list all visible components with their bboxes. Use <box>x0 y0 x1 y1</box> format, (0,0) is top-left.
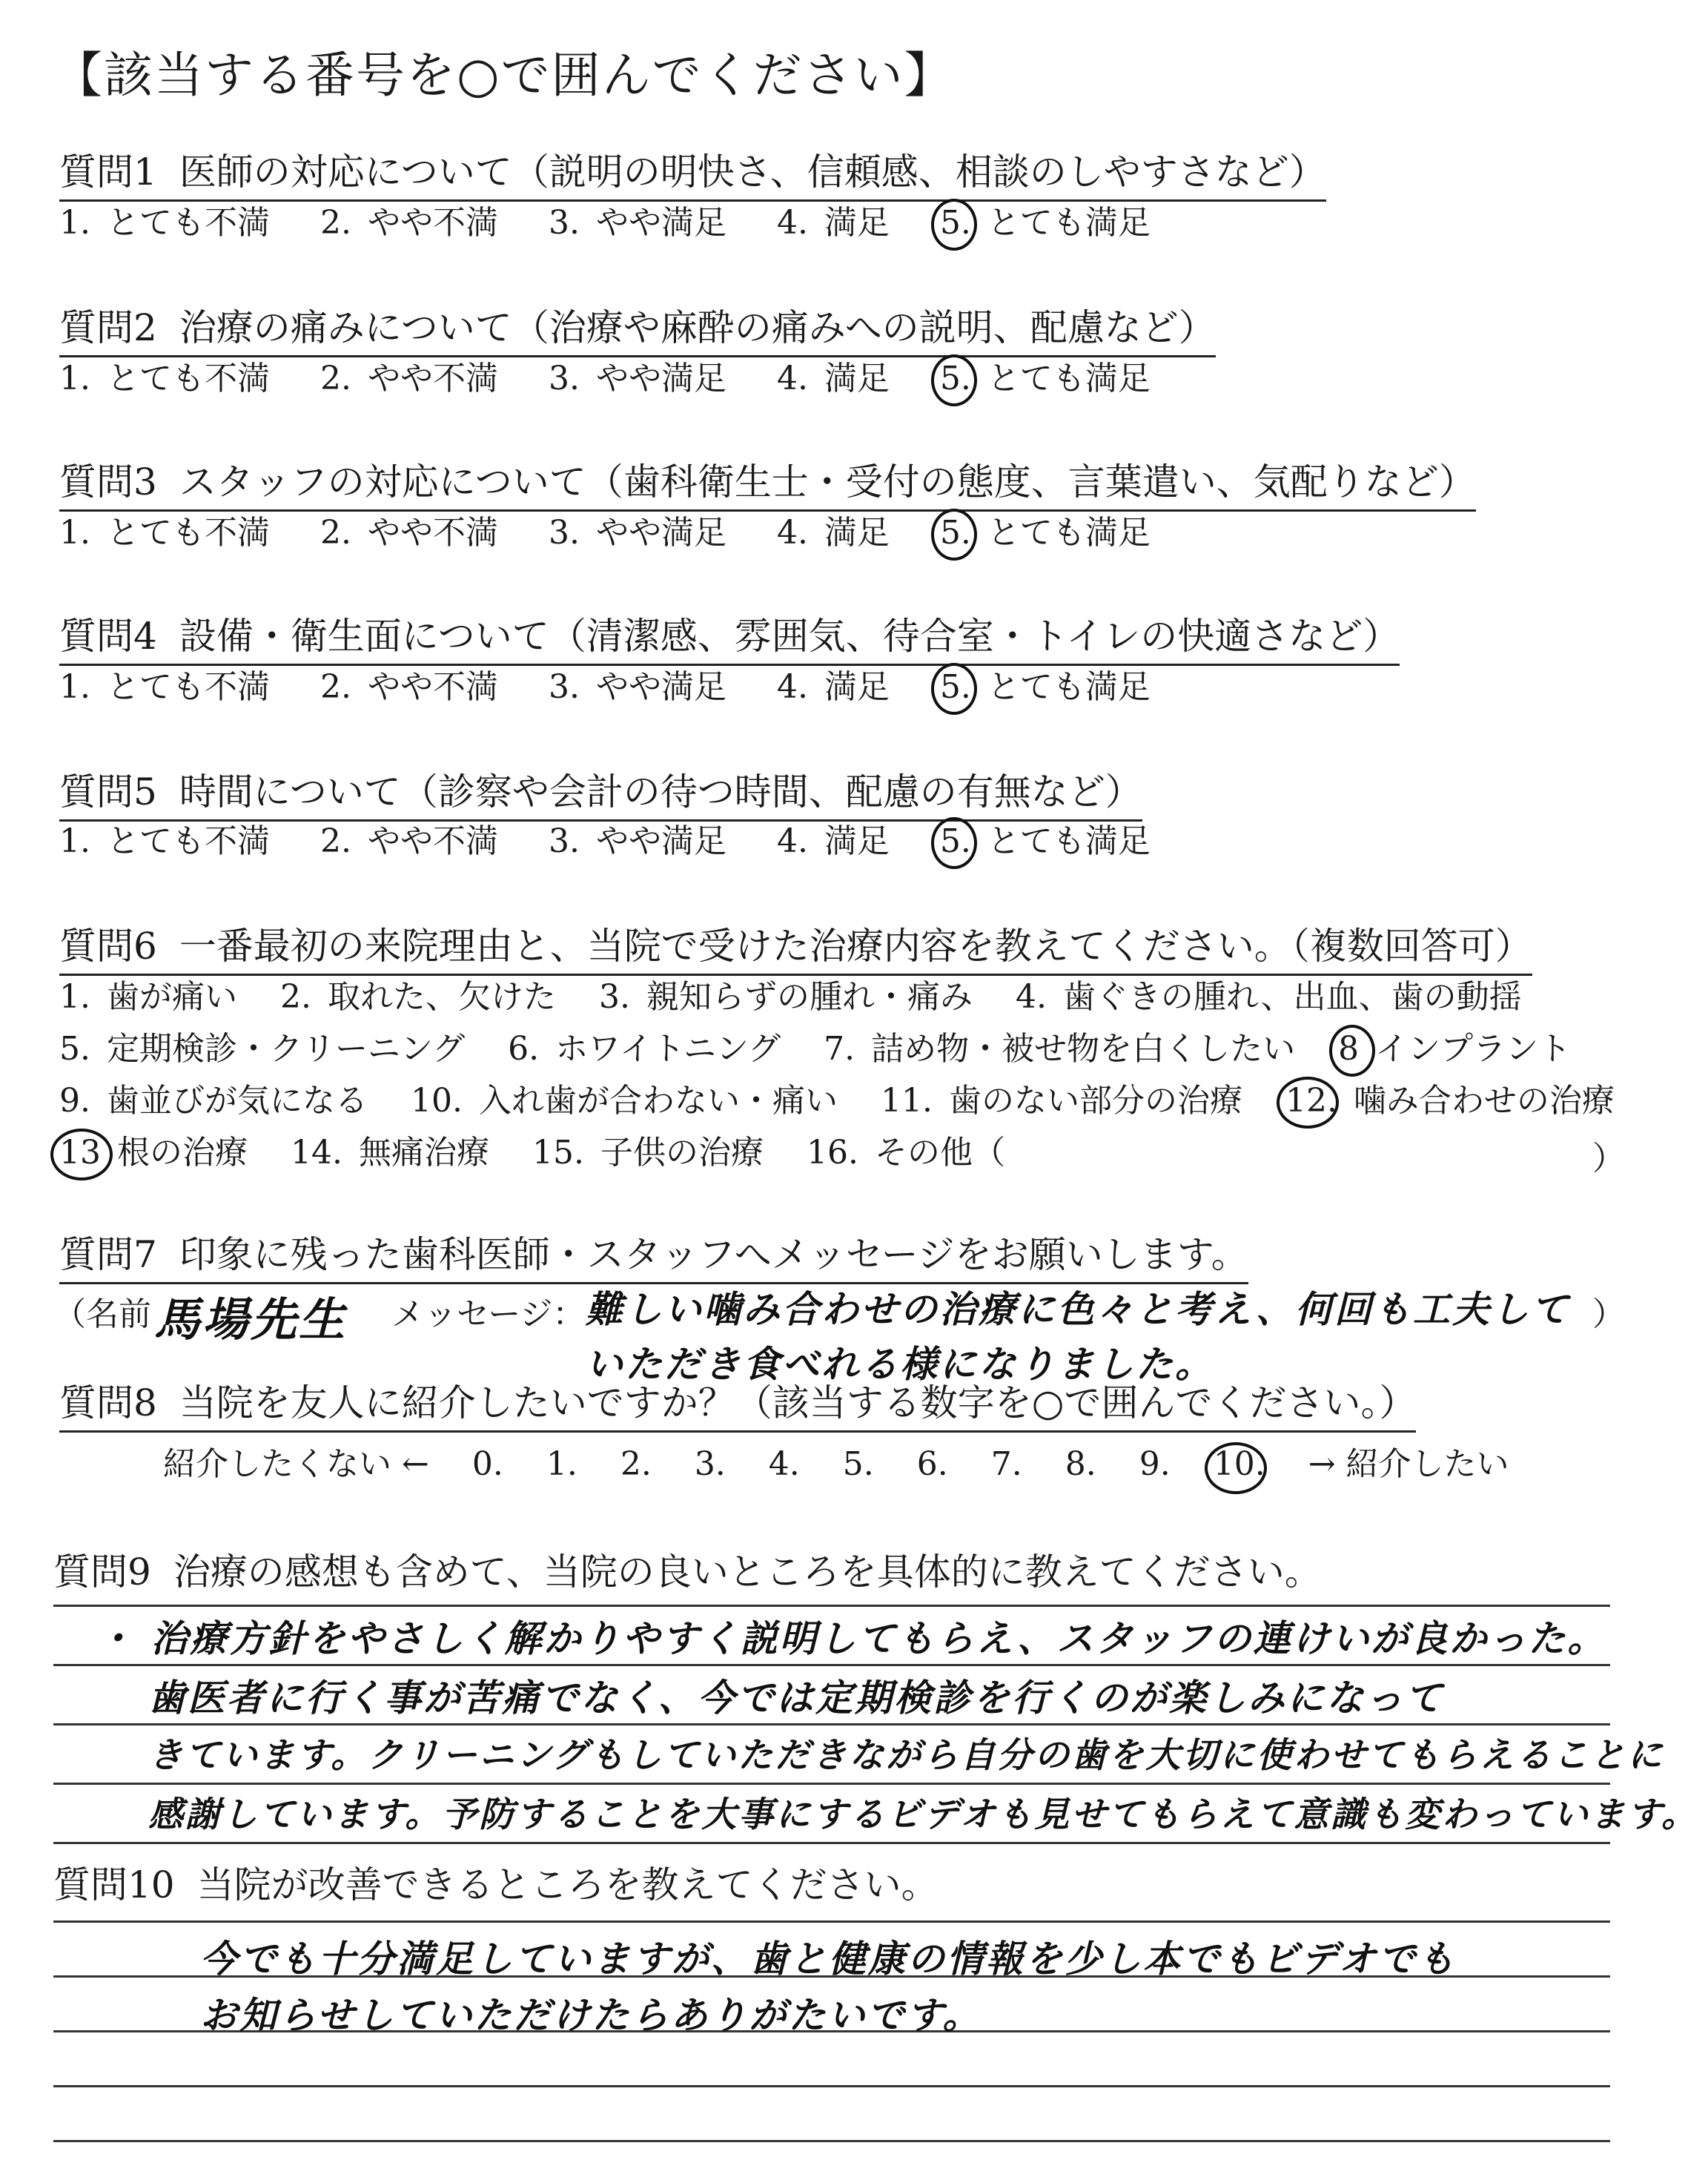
question-text: 当院を友人に紹介したいですか？（該当する数字を○で囲んでください。） <box>179 1381 1417 1424</box>
question-6-title <box>59 922 1532 976</box>
answer-rule <box>53 1842 1610 1844</box>
message-label: メッセージ： <box>391 1295 586 1333</box>
option-number[interactable]: 7. <box>824 1030 855 1068</box>
option-label: 満足 <box>824 668 890 706</box>
option-number[interactable]: 4. <box>776 822 808 860</box>
question-text: 印象に残った歯科医師・スタッフへメッセージをお願いします。 <box>179 1233 1248 1276</box>
option-label: とても満足 <box>987 514 1151 552</box>
question-number: 質問4 <box>59 615 157 658</box>
option-label: 詰め物・被せ物を白くしたい <box>871 1030 1296 1068</box>
option-number[interactable]: 2. <box>320 514 351 552</box>
question-6-row-1 <box>59 976 1555 1018</box>
option-label: 満足 <box>824 204 890 242</box>
message-line-2[interactable]: いただき食べれる様になりました。 <box>586 1343 1214 1386</box>
recommend-left-label: 紹介したくない ← <box>163 1445 429 1483</box>
option-number-selected[interactable]: 5. <box>939 204 971 242</box>
option-number[interactable]: 1. <box>59 360 90 397</box>
option-label: やや不満 <box>367 514 498 552</box>
option-label: 子供の治療 <box>600 1134 764 1172</box>
question-9-title <box>53 1542 1322 1596</box>
page-title: 【該当する番号を○で囲んでください】 <box>53 47 955 104</box>
option-label: 歯のない部分の治療 <box>948 1082 1242 1120</box>
option-label: やや不満 <box>367 204 498 242</box>
recommend-number[interactable]: 8. <box>1065 1445 1096 1483</box>
question-1-scale <box>59 202 1191 244</box>
option-label: 取れた、欠けた <box>327 978 556 1016</box>
option-number[interactable]: 1. <box>59 668 90 706</box>
question-5-title <box>59 768 1142 822</box>
option-number-selected[interactable]: 13 <box>59 1134 101 1172</box>
option-number-selected[interactable]: 5. <box>939 514 971 552</box>
option-label: 入れ歯が合わない・痛い <box>478 1082 838 1120</box>
option-label: その他（ <box>874 1134 1005 1172</box>
question-4-scale <box>59 666 1191 708</box>
option-number-selected[interactable]: 5. <box>939 822 971 860</box>
question-number: 質問5 <box>59 770 157 813</box>
answer-rule <box>53 1920 1610 1923</box>
answer-rule <box>53 2140 1610 2142</box>
option-number[interactable]: 11. <box>880 1082 933 1120</box>
option-number[interactable]: 2. <box>279 978 311 1016</box>
question-text: 時間について（診察や会計の待つ時間、配慮の有無など） <box>179 770 1142 813</box>
message-close-paren: ） <box>1592 1295 1625 1333</box>
option-number[interactable]: 9. <box>59 1082 90 1120</box>
option-label: とても不満 <box>106 668 270 706</box>
question-3-scale <box>59 512 1191 554</box>
answer-rule <box>53 1723 1610 1725</box>
option-label: 根の治療 <box>117 1134 248 1172</box>
question-text: 一番最初の来院理由と、当院で受けた治療内容を教えてください。（複数回答可） <box>179 925 1532 968</box>
recommend-number-selected[interactable]: 10. <box>1213 1445 1265 1483</box>
q9-answer-line-2[interactable]: 歯医者に行く事が苦痛でなく、今では定期検診を行くのが楽しみになって <box>148 1677 1444 1720</box>
recommend-number[interactable]: 4. <box>768 1445 800 1483</box>
option-label: ホワイトニング <box>555 1030 781 1068</box>
question-6-row-4 <box>59 1132 1038 1174</box>
option-label: 定期検診・クリーニング <box>106 1030 466 1068</box>
question-number: 質問6 <box>59 925 157 968</box>
question-text: 医師の対応について（説明の明快さ、信頼感、相談のしやすさなど） <box>179 151 1326 194</box>
question-5-scale <box>59 820 1191 862</box>
recommend-right-label: → 紹介したい <box>1308 1445 1509 1483</box>
question-number: 質問7 <box>59 1233 157 1276</box>
option-label: やや不満 <box>367 360 498 397</box>
answer-rule <box>53 1605 1610 1607</box>
q9-answer-line-4[interactable]: 感謝しています。予防することを大事にするビデオも見せてもらえて意識も変わっています。 <box>148 1794 1699 1835</box>
option-number[interactable]: 5. <box>59 1030 90 1068</box>
question-10-title <box>53 1855 939 1909</box>
option-label: やや満足 <box>595 204 726 242</box>
option-number[interactable]: 2. <box>320 668 351 706</box>
answer-rule <box>53 2085 1610 2087</box>
option-label: 歯並びが気になる <box>106 1082 368 1120</box>
other-close-paren: ） <box>1592 1140 1625 1178</box>
option-number[interactable]: 14. <box>291 1134 342 1172</box>
option-number[interactable]: 4. <box>776 204 808 242</box>
option-label: 無痛治療 <box>358 1134 489 1172</box>
option-number[interactable]: 3. <box>548 668 580 706</box>
q10-answer-line-1[interactable]: 今でも十分満足していますが、歯と健康の情報を少し本でもビデオでも <box>200 1938 1457 1981</box>
q9-answer-line-3[interactable]: きています。クリーニングもしていただきながら自分の歯を大切に使わせてもらえることに <box>148 1735 1665 1776</box>
question-number: 質問10 <box>53 1863 175 1906</box>
option-number[interactable]: 2. <box>320 204 351 242</box>
option-label: 満足 <box>824 514 890 552</box>
option-number[interactable]: 1. <box>59 204 90 242</box>
option-number[interactable]: 4. <box>776 668 808 706</box>
option-number-selected[interactable]: 5. <box>939 668 971 706</box>
option-number[interactable]: 4. <box>776 360 808 397</box>
option-label: とても満足 <box>987 360 1151 397</box>
option-label: とても満足 <box>987 822 1151 860</box>
question-text: 当院が改善できるところを教えてください。 <box>196 1863 939 1906</box>
option-number[interactable]: 10. <box>410 1082 463 1120</box>
option-label: やや満足 <box>595 822 726 860</box>
question-1-title <box>59 148 1326 202</box>
question-text: スタッフの対応について（歯科衛生士・受付の態度、言葉遣い、気配りなど） <box>179 460 1476 503</box>
answer-rule <box>53 1783 1610 1785</box>
option-number[interactable]: 2. <box>320 822 351 860</box>
question-text: 設備・衛生面について（清潔感、雰囲気、待合室・トイレの快適さなど） <box>179 615 1400 658</box>
recommend-number[interactable]: 9. <box>1139 1445 1171 1483</box>
recommend-number[interactable]: 1. <box>546 1445 577 1483</box>
q9-answer-line-1[interactable]: ・ 治療方針をやさしく解かりやすく説明してもらえ、スタッフの連けいが良かった。 <box>96 1617 1607 1660</box>
recommend-number[interactable]: 7. <box>990 1445 1022 1483</box>
option-label: やや不満 <box>367 822 498 860</box>
option-number[interactable]: 1. <box>59 514 90 552</box>
name-value-handwritten[interactable]: 馬場先生 <box>154 1292 348 1347</box>
option-number[interactable]: 15. <box>532 1134 584 1172</box>
recommend-scale <box>163 1437 1542 1484</box>
option-number[interactable]: 6. <box>508 1030 540 1068</box>
question-number: 質問3 <box>59 460 157 503</box>
option-label: やや満足 <box>595 668 726 706</box>
question-6-row-3 <box>59 1080 1647 1122</box>
question-4-title <box>59 612 1400 666</box>
option-number[interactable]: 1. <box>59 822 90 860</box>
question-text: 治療の感想も含めて、当院の良いところを具体的に教えてください。 <box>173 1550 1322 1593</box>
option-number-selected[interactable]: 12. <box>1285 1082 1337 1120</box>
option-label: やや満足 <box>595 360 726 397</box>
option-number-selected[interactable]: 8 <box>1338 1030 1360 1068</box>
option-label: やや満足 <box>595 514 726 552</box>
question-8-title <box>59 1379 1416 1433</box>
option-number[interactable]: 16. <box>806 1134 858 1172</box>
answer-rule <box>53 1664 1610 1666</box>
option-label: 歯が痛い <box>106 978 237 1016</box>
recommend-number[interactable]: 5. <box>842 1445 874 1483</box>
option-number[interactable]: 3. <box>598 978 630 1016</box>
recommend-number[interactable]: 3. <box>694 1445 726 1483</box>
option-number[interactable]: 3. <box>548 822 580 860</box>
question-2-title <box>59 304 1216 357</box>
recommend-number[interactable]: 6. <box>916 1445 948 1483</box>
option-label: 歯ぐきの腫れ、出血、歯の動揺 <box>1062 978 1522 1016</box>
option-label: とても不満 <box>106 360 270 397</box>
option-number[interactable]: 4. <box>1015 978 1047 1016</box>
question-number: 質問9 <box>53 1550 151 1593</box>
name-label: （名前 <box>53 1295 151 1333</box>
recommend-number[interactable]: 0. <box>471 1445 503 1483</box>
option-number-selected[interactable]: 5. <box>939 360 971 397</box>
option-number[interactable]: 3. <box>548 204 580 242</box>
option-label: インプラント <box>1375 1030 1572 1068</box>
option-label: やや不満 <box>367 668 498 706</box>
question-number: 質問1 <box>59 151 157 194</box>
option-label: 噛み合わせの治療 <box>1353 1082 1615 1120</box>
option-number[interactable]: 3. <box>548 360 580 397</box>
question-3-title <box>59 458 1476 512</box>
question-number: 質問8 <box>59 1381 157 1424</box>
message-line-1[interactable]: 難しい噛み合わせの治療に色々と考え、何回も工夫して <box>586 1288 1570 1331</box>
option-label: 親知らずの腫れ・痛み <box>646 978 973 1016</box>
question-7-title <box>59 1231 1248 1284</box>
question-text: 治療の痛みについて（治療や麻酔の痛みへの説明、配慮など） <box>179 306 1216 349</box>
option-label: とても不満 <box>106 204 270 242</box>
option-label: とても不満 <box>106 514 270 552</box>
option-number[interactable]: 4. <box>776 514 808 552</box>
option-number[interactable]: 3. <box>548 514 580 552</box>
option-label: 満足 <box>824 360 890 397</box>
option-label: とても満足 <box>987 668 1151 706</box>
question-number: 質問2 <box>59 306 157 349</box>
option-number[interactable]: 2. <box>320 360 351 397</box>
recommend-number[interactable]: 2. <box>620 1445 652 1483</box>
option-label: 満足 <box>824 822 890 860</box>
option-label: とても満足 <box>987 204 1151 242</box>
question-2-scale <box>59 357 1191 400</box>
option-label: とても不満 <box>106 822 270 860</box>
option-number[interactable]: 1. <box>59 978 90 1016</box>
q10-answer-line-2[interactable]: お知らせしていただけたらありがたいです。 <box>200 1994 982 2037</box>
question-6-row-2 <box>59 1028 1603 1070</box>
